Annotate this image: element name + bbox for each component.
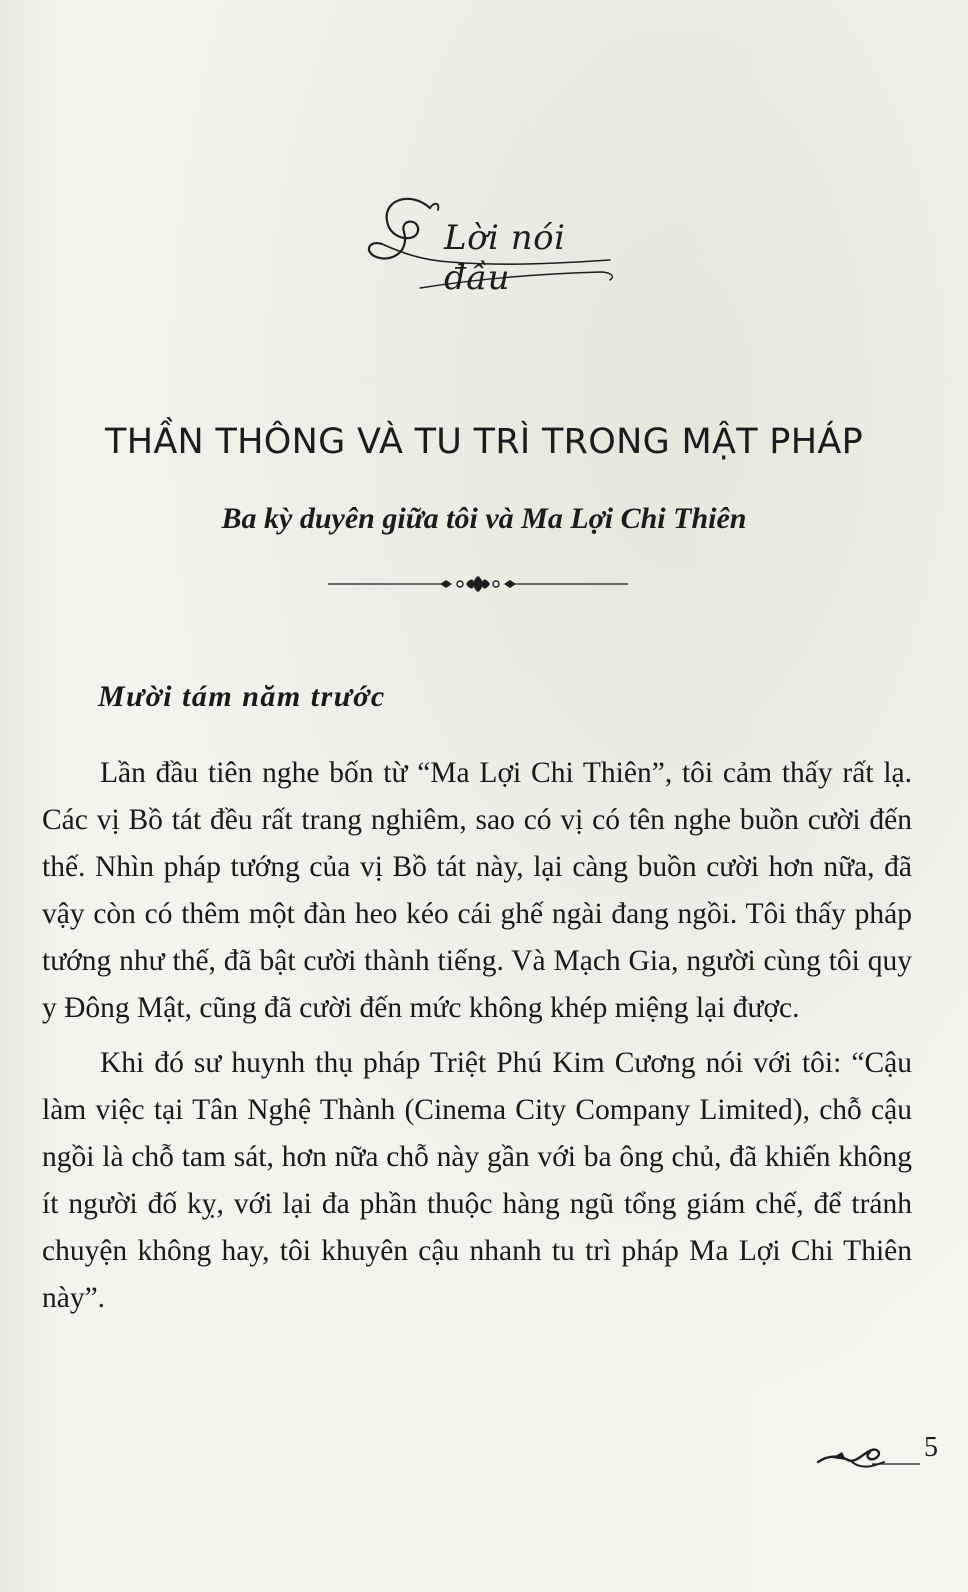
chapter-subtitle: Ba kỳ duyên giữa tôi và Ma Lợi Chi Thiên [221, 502, 747, 535]
page-number: 5 [924, 1432, 938, 1463]
paragraph: Lần đầu tiên nghe bốn từ “Ma Lợi Chi Thiên”, tôi cảm thấy rất lạ. Các vị Bồ tát đều rất trang nghiêm, sao có vị có tên nghe buồn cười đến thế. Nhìn pháp tướng của vị Bồ tát này, lại càng buồn cười hơn nữa, đã vậy còn có thêm một đàn heo kéo cái ghế ngài đang ngồi. Tôi thấy pháp tướng như thế, đã bật cười thành tiếng. Và Mạch Gia, người cùng tôi quy y Đông Mật, cũng đã cười đến mức không khép miệng lại được. [42, 757, 912, 1024]
preface-heading-text: Lời nói đầu [444, 218, 566, 298]
body-text [42, 750, 912, 1330]
chapter-title: THẦN THÔNG VÀ TU TRÌ TRONG MẬT PHÁP [105, 422, 863, 462]
paragraph: Khi đó sư huynh thụ pháp Triệt Phú Kim Cương nói với tôi: “Cậu làm việc tại Tân Nghệ Thành (Cinema City Company Limited), chỗ cậu ngồi là chỗ tam sát, hơn nữa chỗ này gần với ba ông chủ, đã khiến không ít người đố kỵ, với lại đa phần thuộc hàng ngũ tổng giám chế, để tránh chuyện không hay, tôi khuyên cậu nhanh tu trì pháp Ma Lợi Chi Thiên này”. [42, 1047, 912, 1314]
page-footer [812, 1428, 952, 1478]
preface-heading [360, 180, 620, 300]
divider-ornament-icon [328, 572, 628, 596]
section-heading: Mười tám năm trước [98, 680, 386, 713]
flourish-icon [812, 1436, 922, 1472]
